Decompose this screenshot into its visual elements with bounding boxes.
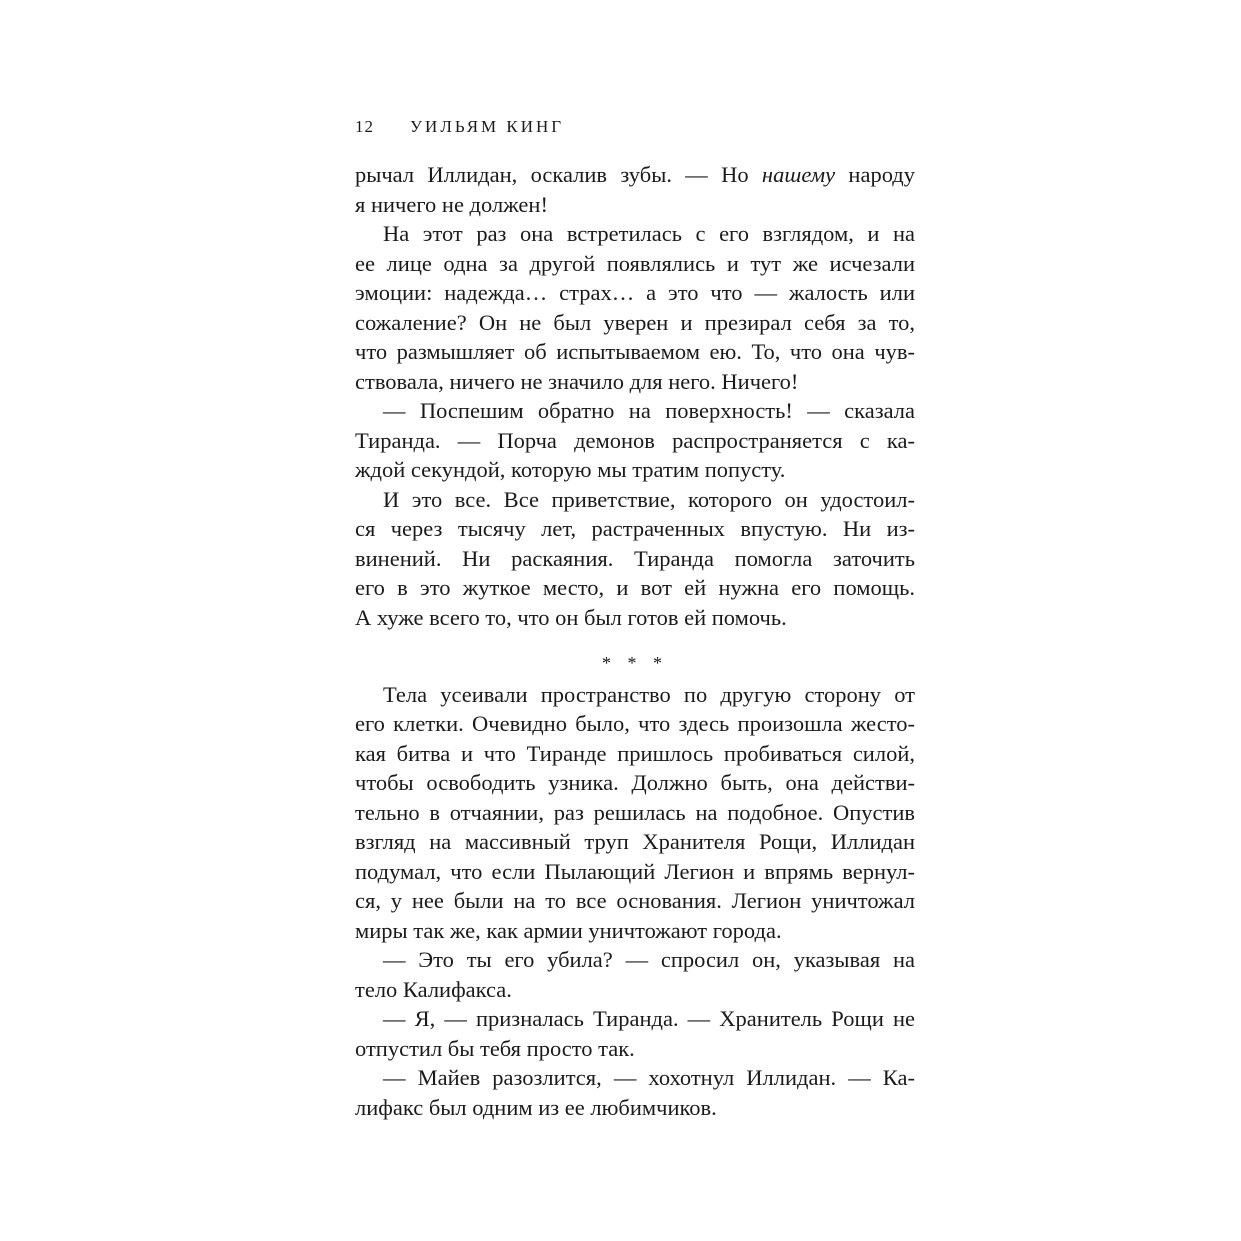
text-line: отпустил бы тебя просто так. (355, 1035, 635, 1061)
text-line: его в это жуткое место, и вот ей нужна его помощь. (355, 575, 915, 600)
author-name: УИЛЬЯМ КИНГ (410, 117, 565, 136)
text-line: ся через тысячу лет, растраченных впустую. Ни из- (355, 516, 915, 541)
text-line: его клетки. Очевидно было, что здесь произошла жесто- (355, 711, 915, 736)
text-line: я ничего не должен! (355, 191, 548, 217)
text-line: А хуже всего то, что он был готов ей помочь. (355, 604, 787, 630)
paragraph (355, 945, 915, 1004)
text-line: лифакс был одним из ее любимчиков. (355, 1094, 717, 1120)
text-line: что размышляет об испытываемом ею. То, что она чув- (355, 339, 915, 364)
running-head (355, 117, 564, 137)
paragraph (355, 160, 915, 219)
text-line: взгляд на массивный труп Хранителя Рощи, Иллидан (355, 829, 915, 854)
text-line: рычал Иллидан, оскалив зубы. — Но нашему народу (355, 162, 915, 187)
text-line: тело Калифакса. (355, 976, 512, 1002)
paragraph (355, 680, 915, 946)
emphasis: нашему (761, 162, 836, 187)
section-break: * * * (602, 653, 668, 673)
text-line: ее лице одна за другой появлялись и тут же исчезали (355, 250, 915, 276)
paragraph (355, 1004, 915, 1063)
text-line: И это все. Все приветствие, которого он удостоил- (383, 486, 915, 512)
text-line: эмоции: надежда… страх… а это что — жалость или (355, 280, 915, 305)
body-text (355, 160, 915, 1122)
paragraph (355, 219, 915, 396)
text-line: — Я, — призналась Тиранда. — Хранитель Рощи не (383, 1006, 915, 1031)
paragraph (355, 1063, 915, 1122)
text-line: винений. Ни раскаяния. Тиранда помогла заточить (355, 545, 915, 571)
text-line: тельно в отчаянии, раз решилась на подобное. Опустив (355, 799, 915, 825)
page-number: 12 (355, 117, 374, 136)
text-line: кая битва и что Тиранде пришлось пробиваться силой, (355, 740, 915, 766)
text-line: чтобы освободить узника. Должно быть, она действи- (355, 770, 915, 795)
text-line: Тела усеивали пространство по другую сторону от (383, 681, 915, 707)
text-line: — Это ты его убила? — спросил он, указывая на (383, 947, 915, 972)
text-line: Тиранда. — Порча демонов распространяется с ка- (355, 427, 915, 453)
text-line: ждой секундой, которую мы тратим попусту. (355, 457, 786, 482)
text-line: сожаление? Он не был уверен и презирал себя за то, (355, 309, 915, 335)
text-line: ся, у нее были на то все основания. Легион уничтожал (355, 888, 915, 913)
text-line: — Майев разозлится, — хохотнул Иллидан. — Ка- (383, 1065, 915, 1090)
text-line: На этот раз она встретилась с его взглядом, и на (383, 221, 915, 246)
paragraph (355, 485, 915, 633)
text-line: подумал, что если Пылающий Легион и впрямь вернул- (355, 858, 915, 884)
text-line: — Поспешим обратно на поверхность! — сказала (383, 398, 915, 423)
paragraph (355, 396, 915, 485)
text-line: миры так же, как армии уничтожают города. (355, 917, 782, 943)
text-line: ствовала, ничего не значило для него. Ничего! (355, 368, 799, 394)
